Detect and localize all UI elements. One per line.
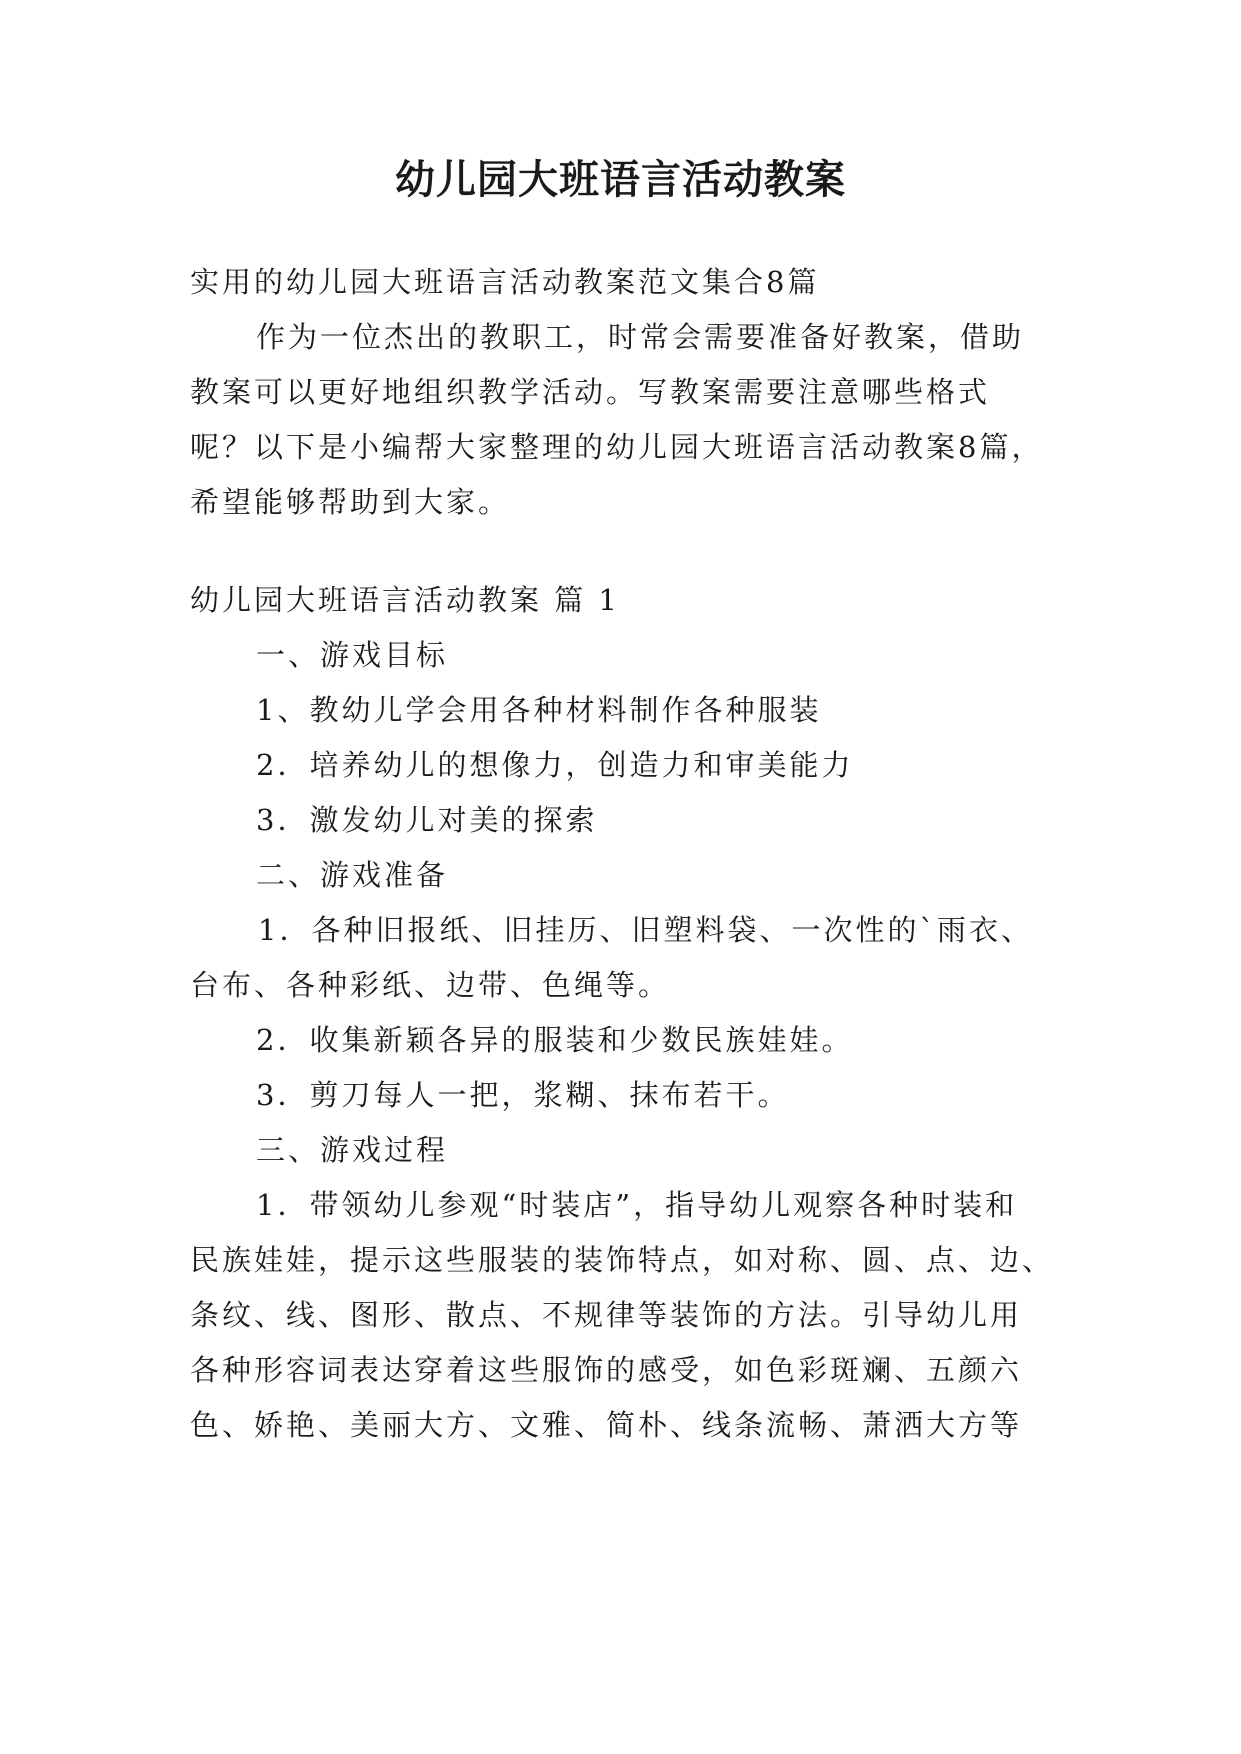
process-line: 各种形容词表达穿着这些服饰的感受，如色彩斑斓、五颜六 [190, 1353, 1023, 1387]
prep-item: 3．剪刀每人一把，浆糊、抹布若干。 [256, 1078, 790, 1112]
document-title: 幼儿园大班语言活动教案 [395, 156, 846, 203]
goal-item: 1、教幼儿学会用各种材料制作各种服装 [256, 693, 822, 727]
process-heading: 三、游戏过程 [256, 1133, 449, 1167]
process-line: 1．带领幼儿参观“时装店”，指导幼儿观察各种时装和 [256, 1188, 1018, 1222]
prep-item-continued: 台布、各种彩纸、边带、色绳等。 [190, 968, 671, 1002]
goal-item: 3．激发幼儿对美的探索 [256, 803, 598, 837]
intro-line: 希望能够帮助到大家。 [190, 485, 511, 519]
process-line: 色、娇艳、美丽大方、文雅、简朴、线条流畅、萧洒大方等 [190, 1408, 1023, 1442]
intro-line: 作为一位杰出的教职工，时常会需要准备好教案，借助 [256, 320, 1025, 354]
process-line: 条纹、线、图形、散点、不规律等装饰的方法。引导幼儿用 [190, 1298, 1023, 1332]
section-heading: 幼儿园大班语言活动教案 篇 1 [190, 583, 620, 617]
intro-line: 呢？以下是小编帮大家整理的幼儿园大班语言活动教案8篇， [190, 430, 1044, 464]
document-subtitle: 实用的幼儿园大班语言活动教案范文集合8篇 [190, 265, 820, 299]
goals-heading: 一、游戏目标 [256, 638, 449, 672]
prep-item: 1．各种旧报纸、旧挂历、旧塑料袋、一次性的`雨衣、 [258, 913, 1033, 947]
process-line: 民族娃娃，提示这些服装的装饰特点，如对称、圆、点、边、 [190, 1243, 1055, 1277]
intro-line: 教案可以更好地组织教学活动。写教案需要注意哪些格式 [190, 375, 991, 409]
prep-heading: 二、游戏准备 [256, 858, 449, 892]
goal-item: 2．培养幼儿的想像力，创造力和审美能力 [256, 748, 854, 782]
prep-item: 2．收集新颖各异的服装和少数民族娃娃。 [256, 1023, 854, 1057]
